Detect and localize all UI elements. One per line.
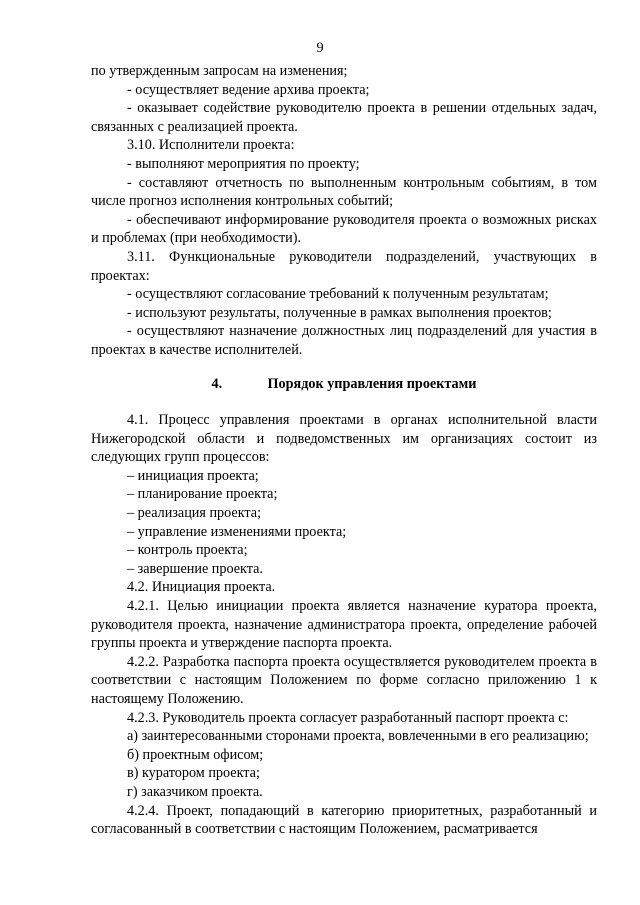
clause-4-2-3: 4.2.3. Руководитель проекта согласует разработанный паспорт проекта с: — [127, 709, 569, 726]
paragraph: - осуществляют назначение должностных лиц подразделений для участия в проектах в качестве исполнителей. — [91, 323, 597, 358]
list-item: г) заказчиком проекта. — [127, 783, 263, 800]
paragraph: - осуществляют согласование требований к полученным результатам; — [127, 286, 549, 303]
section-title: Порядок управления проектами — [267, 375, 477, 392]
list-item: в) куратором проекта; — [127, 765, 260, 782]
clause-4-2-2: 4.2.2. Разработка паспорта проекта осуществляется руководителем проекта в соответствии с настоящим Положением по форме согласно приложению 1 к настоящему Положению. — [91, 653, 597, 707]
list-item: – реализация проекта; — [127, 505, 262, 522]
section-heading — [91, 375, 597, 394]
list-item: – завершение проекта. — [127, 560, 263, 577]
page-number: 9 — [316, 40, 324, 56]
clause-4-2-4: 4.2.4. Проект, попадающий в категорию приоритетных, разработанный и согласованный в соответствии с настоящим Положением, расматривается — [91, 802, 597, 838]
paragraph: - осуществляет ведение архива проекта; — [127, 81, 370, 98]
list-item: – контроль проекта; — [127, 542, 248, 559]
clause-4-1: 4.1. Процесс управления проектами в органах исполнительной власти Нижегородской области и подведомственных им организациях состоит из следующих групп процессов: — [91, 412, 597, 466]
clause-4-2: 4.2. Инициация проекта. — [127, 579, 276, 596]
paragraph: по утвержденным запросам на изменения; — [91, 63, 348, 79]
paragraph: - оказывает содействие руководителю проекта в решении отдельных задач, связанных с реализацией проекта. — [91, 100, 597, 135]
paragraph: - используют результаты, полученные в рамках выполнения проектов; — [127, 304, 552, 321]
clause-3-11: 3.11. Функциональные руководители подразделений, участвующих в проектах: — [91, 248, 597, 284]
list-item: – инициация проекта; — [127, 467, 259, 484]
list-item: б) проектным офисом; — [127, 746, 264, 763]
clause-3-10: 3.10. Исполнители проекта: — [127, 137, 295, 154]
list-item: – управление изменениями проекта; — [127, 523, 347, 540]
section-number: 4. — [211, 375, 223, 392]
clause-4-2-1: 4.2.1. Целью инициации проекта является назначение куратора проекта, руководителя проекта, назначение администратора проекта, определение рабочей группы проекта и утверждение паспорта проекта. — [91, 598, 597, 652]
list-item: – планирование проекта; — [127, 486, 278, 503]
paragraph: - обеспечивают информирование руководителя проекта о возможных рисках и проблемах (при необходимости). — [91, 211, 597, 247]
paragraph: - составляют отчетность по выполненным контрольным событиям, в том числе прогноз исполнения контрольных событий; — [91, 174, 597, 210]
document-body — [91, 62, 597, 839]
list-item: а) заинтересованными сторонами проекта, вовлеченными в его реализацию; — [127, 728, 589, 745]
paragraph: - выполняют мероприятия по проекту; — [127, 155, 360, 172]
